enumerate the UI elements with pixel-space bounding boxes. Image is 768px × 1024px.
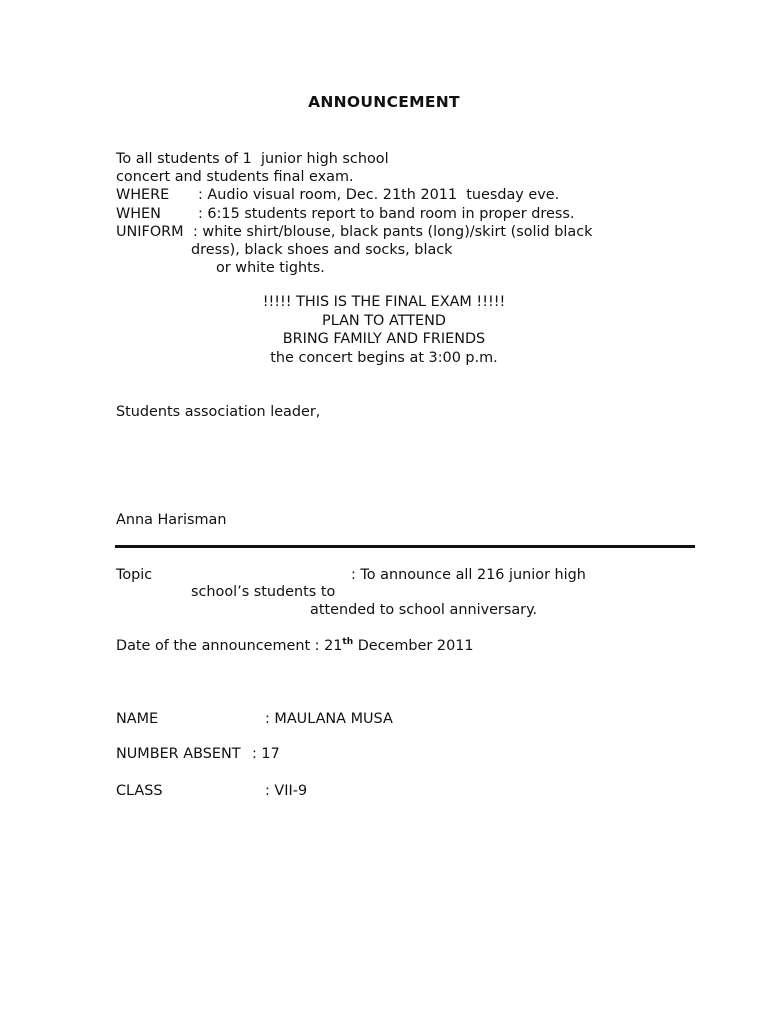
name-label: NAME bbox=[116, 711, 159, 727]
notice-plan-to-attend: PLAN TO ATTEND bbox=[322, 313, 446, 329]
topic-label: Topic bbox=[116, 567, 153, 583]
when-value: : 6:15 students report to band room in proper dress. bbox=[198, 206, 575, 222]
closing-text: Students association leader, bbox=[116, 404, 321, 420]
uniform-line-3: or white tights. bbox=[216, 260, 325, 276]
name-value: : MAULANA MUSA bbox=[265, 711, 393, 727]
when-label: WHEN bbox=[116, 206, 161, 222]
uniform-line-2: dress), black shoes and socks, black bbox=[191, 242, 453, 258]
signer-name: Anna Harisman bbox=[116, 512, 227, 528]
topic-line-1: : To announce all 216 junior high bbox=[351, 567, 586, 583]
uniform-label: UNIFORM bbox=[116, 224, 184, 240]
where-label: WHERE bbox=[116, 187, 170, 203]
date-label: Date of the announcement : 21 bbox=[116, 638, 343, 654]
uniform-line-1: : white shirt/blouse, black pants (long)/skirt (solid black bbox=[193, 224, 593, 240]
notice-bring-family: BRING FAMILY AND FRIENDS bbox=[282, 331, 486, 347]
absent-label: NUMBER ABSENT bbox=[116, 746, 241, 762]
intro-line-2: concert and students final exam. bbox=[116, 169, 354, 185]
divider-line bbox=[115, 545, 695, 548]
notice-concert-time: the concert begins at 3:00 p.m. bbox=[270, 350, 498, 366]
announcement-date bbox=[116, 637, 474, 655]
intro-line-1: To all students of 1 junior high school bbox=[116, 151, 389, 167]
class-label: CLASS bbox=[116, 783, 163, 799]
date-ordinal-suffix: th bbox=[342, 637, 354, 647]
absent-value: : 17 bbox=[252, 746, 280, 762]
class-value: : VII-9 bbox=[265, 783, 308, 799]
where-value: : Audio visual room, Dec. 21th 2011 tuesday eve. bbox=[198, 187, 560, 203]
topic-line-2: school’s students to bbox=[191, 584, 336, 600]
topic-line-3: attended to school anniversary. bbox=[310, 602, 538, 618]
date-rest: December 2011 bbox=[353, 638, 474, 654]
notice-final-exam: !!!!! THIS IS THE FINAL EXAM !!!!! bbox=[262, 294, 506, 310]
announcement-title: ANNOUNCEMENT bbox=[308, 93, 460, 111]
